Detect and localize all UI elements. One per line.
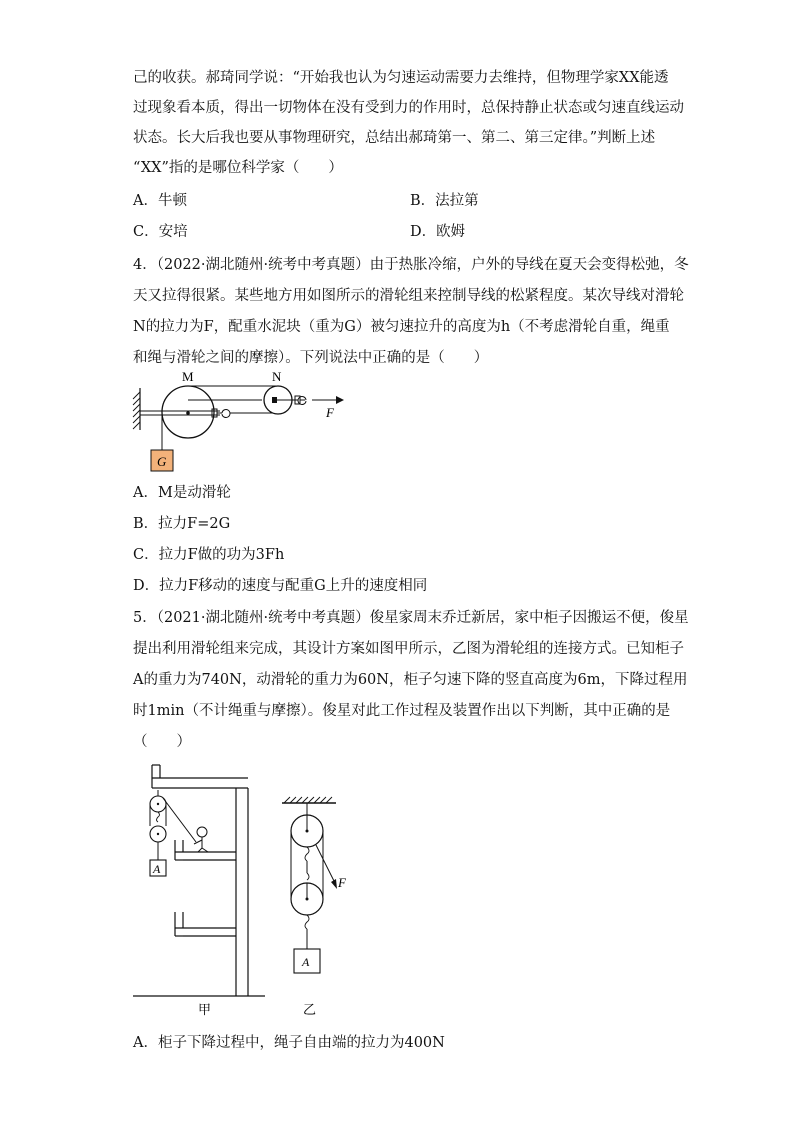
q5-label-f: F xyxy=(338,875,346,890)
q4-option-c: C．拉力F做的功为3Fh xyxy=(133,547,285,563)
q4-option-d: D．拉力F移动的速度与配重G上升的速度相同 xyxy=(133,578,428,594)
q4-option-b: B．拉力F=2G xyxy=(133,516,231,532)
q5-line-2: 提出利用滑轮组来完成，其设计方案如图甲所示，乙图为滑轮组的连接方式。已知柜子 xyxy=(133,641,684,657)
q5-line-1: 5．（2021·湖北随州·统考中考真题）俊星家周末乔迁新居，家中柜子因搬运不便，俊星 xyxy=(133,610,689,626)
q5-label-a-yi: A xyxy=(302,955,310,969)
q3-option-b: B．法拉第 xyxy=(410,193,479,209)
q4-line-4: 和绳与滑轮之间的摩擦）。下列说法中正确的是（ ） xyxy=(133,350,489,366)
q4-label-n: N xyxy=(272,369,282,384)
q5-line-5: （ ） xyxy=(133,734,191,750)
q4-label-f: F xyxy=(326,405,334,420)
q5-line-4: 时1min（不计绳重与摩擦）。俊星对此工作过程及装置作出以下判断，其中正确的是 xyxy=(133,703,671,719)
q4-label-m: M xyxy=(182,369,194,384)
q4-line-2: 天又拉得很紧。某些地方用如图所示的滑轮组来控制导线的松紧程度。某次导线对滑轮 xyxy=(133,288,684,304)
q5-caption-yi: 乙 xyxy=(303,1002,317,1017)
q5-figure-yi xyxy=(278,795,378,1020)
q4-label-g: G xyxy=(157,454,167,469)
q3-line-2: 过现象看本质，得出一切物体在没有受到力的作用时，总保持静止状态或匀速直线运动 xyxy=(133,100,684,116)
q4-line-3: N的拉力为F，配重水泥块（重为G）被匀速拉升的高度为h（不考虑滑轮自重，绳重 xyxy=(133,319,670,335)
q5-caption-jia: 甲 xyxy=(198,1002,212,1017)
q3-line-1: 己的收获。郝琦同学说：“开始我也认为匀速运动需要力去维持，但物理学家XX能透 xyxy=(133,70,669,86)
q3-line-4: “XX”指的是哪位科学家（ ） xyxy=(133,160,343,176)
q5-line-3: A的重力为740N，动滑轮的重力为60N，柜子匀速下降的竖直高度为6m，下降过程用 xyxy=(133,672,688,688)
q4-pulley-figure xyxy=(130,370,370,480)
q3-option-d: D．欧姆 xyxy=(410,224,466,240)
q4-option-a: A．M是动滑轮 xyxy=(133,485,231,501)
q5-figure-jia xyxy=(130,760,270,1020)
q4-line-1: 4．（2022·湖北随州·统考中考真题）由于热胀冷缩，户外的导线在夏天会变得松弛，冬 xyxy=(133,257,689,273)
q3-option-c: C．安培 xyxy=(133,224,188,240)
q3-line-3: 状态。长大后我也要从事物理研究，总结出郝琦第一、第二、第三定律。”判断上述 xyxy=(133,130,656,146)
q3-option-a: A．牛顿 xyxy=(133,193,187,209)
q5-label-a-jia: A xyxy=(153,862,161,876)
q5-option-a: A．柜子下降过程中，绳子自由端的拉力为400N xyxy=(133,1035,445,1051)
